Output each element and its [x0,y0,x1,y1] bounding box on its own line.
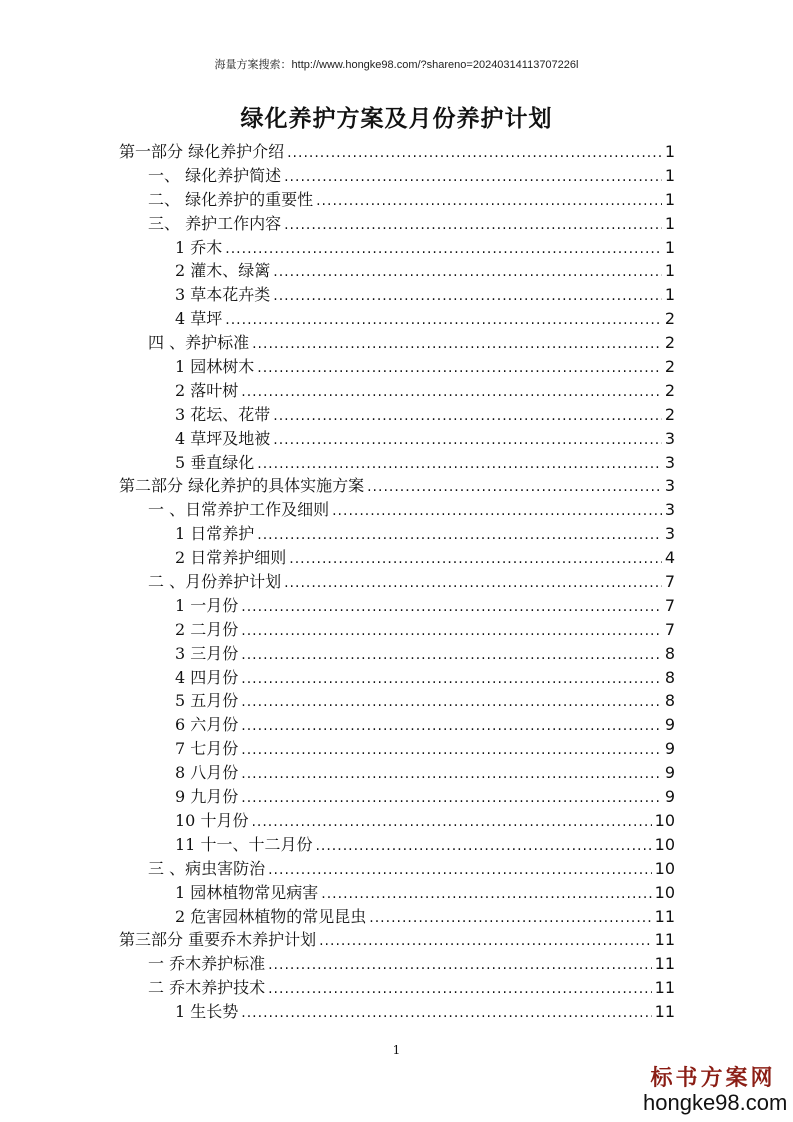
toc-entry-page: 7 [664,572,675,592]
toc-dot-leader [241,787,662,811]
toc-dot-leader [315,835,651,859]
watermark-logo [643,1065,788,1116]
toc-dot-leader [257,453,662,477]
toc-dot-leader [252,333,662,357]
toc-entry-title: 三、 养护工作内容 [148,213,282,233]
toc-entry-page: 11 [654,906,675,926]
toc-entry-page: 10 [654,810,675,830]
toc-entry-title: 1 生长势 [175,1002,239,1022]
toc-entry[interactable] [119,307,675,331]
toc-entry[interactable] [119,570,675,594]
toc-entry-page: 11 [654,1002,675,1022]
toc-entry[interactable] [119,642,675,666]
toc-entry-title: 4 四月份 [175,667,239,687]
toc-entry-page: 2 [664,404,675,424]
toc-dot-leader [289,548,662,572]
toc-entry-page: 9 [664,715,675,735]
document-title: 绿化养护方案及月份养护计划 [240,105,553,132]
toc-entry-page: 10 [654,858,675,878]
toc-entry[interactable] [119,785,675,809]
toc-entry-page: 2 [664,380,675,400]
toc-dot-leader [321,883,651,907]
toc-dot-leader [284,572,662,596]
toc-entry-page: 4 [664,548,675,568]
toc-dot-leader [257,524,662,548]
toc-entry[interactable] [119,451,675,475]
toc-entry-page: 3 [664,428,675,448]
toc-entry-page: 9 [664,787,675,807]
toc-dot-leader [268,978,652,1002]
toc-entry-title: 3 三月份 [175,643,239,663]
toc-dot-leader [319,930,652,954]
toc-entry-title: 5 垂直绿化 [175,452,255,472]
watermark-bottom-text: hongke98.com [643,1090,788,1115]
toc-entry-page: 2 [664,309,675,329]
toc-entry[interactable] [119,1000,675,1024]
toc-dot-leader [241,620,662,644]
toc-entry-title: 8 八月份 [175,763,239,783]
toc-dot-leader [268,954,652,978]
toc-entry-page: 11 [654,954,675,974]
toc-entry-page: 1 [664,237,675,257]
toc-dot-leader [273,261,662,285]
toc-entry[interactable] [119,546,675,570]
toc-entry[interactable] [119,140,675,164]
toc-entry-title: 一、 绿化养护简述 [148,165,282,185]
toc-entry-title: 6 六月份 [175,715,239,735]
toc-dot-leader [284,166,662,190]
toc-dot-leader [287,142,662,166]
toc-entry-page: 1 [664,285,675,305]
toc-entry[interactable] [119,164,675,188]
toc-entry-page: 7 [664,595,675,615]
toc-entry[interactable] [119,379,675,403]
toc-entry-page: 2 [664,333,675,353]
toc-entry-page: 10 [654,834,675,854]
toc-entry-page: 11 [654,978,675,998]
toc-entry-title: 二 乔木养护技术 [148,978,266,998]
toc-dot-leader [316,190,662,214]
page-number: 1 [392,1043,401,1057]
toc-entry[interactable] [119,952,675,976]
toc-dot-leader [241,763,662,787]
toc-entry-page: 9 [664,739,675,759]
toc-entry[interactable] [119,498,675,522]
toc-entry-page: 9 [664,763,675,783]
toc-entry-title: 7 七月份 [175,739,239,759]
toc-entry[interactable] [119,355,675,379]
toc-entry-title: 二 、月份养护计划 [148,572,282,592]
toc-entry[interactable] [119,737,675,761]
toc-entry-page: 7 [664,619,675,639]
toc-entry-page: 1 [664,189,675,209]
toc-dot-leader [367,476,662,500]
toc-dot-leader [332,500,662,524]
toc-entry-page: 11 [654,930,675,950]
toc-entry[interactable] [119,857,675,881]
toc-entry-title: 5 五月份 [175,691,239,711]
toc-dot-leader [241,739,662,763]
toc-entry-title: 11 十一、十二月份 [175,834,313,854]
toc-entry[interactable] [119,881,675,905]
toc-entry-title: 1 园林树木 [175,357,255,377]
toc-entry-page: 10 [654,882,675,902]
toc-entry-title: 第二部分 绿化养护的具体实施方案 [119,476,365,496]
toc-entry-page: 8 [664,691,675,711]
toc-entry-title: 一 、日常养护工作及细则 [148,500,330,520]
toc-entry-page: 3 [664,452,675,472]
toc-dot-leader [225,238,662,262]
toc-dot-leader [257,357,662,381]
toc-entry-title: 二、 绿化养护的重要性 [148,189,314,209]
toc-entry[interactable] [119,689,675,713]
toc-entry-title: 2 落叶树 [175,380,239,400]
toc-dot-leader [369,907,651,931]
toc-entry[interactable] [119,809,675,833]
toc-entry[interactable] [119,905,675,929]
toc-entry-page: 1 [664,165,675,185]
toc-dot-leader [273,285,662,309]
toc-entry-title: 2 危害园林植物的常见昆虫 [175,906,367,926]
toc-dot-leader [241,668,662,692]
toc-entry-title: 第三部分 重要乔木养护计划 [119,930,317,950]
toc-entry[interactable] [119,331,675,355]
toc-entry-title: 4 草坪 [175,309,223,329]
toc-dot-leader [273,429,662,453]
toc-dot-leader [268,859,652,883]
toc-entry-title: 1 日常养护 [175,524,255,544]
toc-entry[interactable] [119,618,675,642]
toc-entry-title: 2 日常养护细则 [175,548,287,568]
table-of-contents [119,140,675,1024]
toc-entry-title: 四 、养护标准 [148,333,250,353]
toc-entry-page: 3 [664,500,675,520]
toc-entry-page: 1 [664,213,675,233]
toc-entry[interactable] [119,236,675,260]
toc-entry-title: 10 十月份 [175,810,249,830]
toc-entry[interactable] [119,188,675,212]
toc-entry-title: 1 园林植物常见病害 [175,882,319,902]
toc-dot-leader [241,596,662,620]
toc-entry-title: 1 乔木 [175,237,223,257]
watermark-top-text: 标书方案网 [650,1065,776,1091]
toc-dot-leader [273,405,662,429]
toc-entry[interactable] [119,833,675,857]
toc-dot-leader [241,715,662,739]
toc-entry-title: 第一部分 绿化养护介绍 [119,142,285,161]
toc-dot-leader [251,811,651,835]
toc-entry-title: 一 乔木养护标准 [148,954,266,974]
toc-entry[interactable] [119,259,675,283]
toc-entry[interactable] [119,427,675,451]
toc-entry-title: 2 二月份 [175,619,239,639]
toc-dot-leader [241,644,662,668]
toc-entry-page: 2 [664,357,675,377]
toc-dot-leader [225,309,662,333]
toc-entry[interactable] [119,403,675,427]
toc-entry-title: 3 草本花卉类 [175,285,271,305]
toc-entry[interactable] [119,976,675,1000]
toc-dot-leader [241,381,662,405]
toc-entry-page: 8 [664,667,675,687]
toc-entry[interactable] [119,666,675,690]
toc-entry-page: 3 [664,476,675,496]
toc-entry[interactable] [119,713,675,737]
toc-entry-title: 2 灌木、绿篱 [175,261,271,281]
toc-entry-page: 1 [664,142,675,161]
toc-entry-page: 8 [664,643,675,663]
toc-entry[interactable] [119,522,675,546]
toc-entry-title: 3 花坛、花带 [175,404,271,424]
toc-entry[interactable] [119,212,675,236]
toc-entry-title: 9 九月份 [175,787,239,807]
toc-entry-title: 4 草坪及地被 [175,428,271,448]
toc-entry[interactable] [119,474,675,498]
toc-entry[interactable] [119,761,675,785]
toc-entry-title: 1 一月份 [175,595,239,615]
toc-entry-page: 1 [664,261,675,281]
toc-entry[interactable] [119,928,675,952]
toc-entry-page: 3 [664,524,675,544]
toc-entry-title: 三 、病虫害防治 [148,858,266,878]
toc-dot-leader [241,1002,651,1026]
header-url: 海量方案搜索：http://www.hongke98.com/?shareno=20240314113707226l [214,59,579,71]
toc-dot-leader [241,691,662,715]
toc-dot-leader [284,214,662,238]
toc-entry[interactable] [119,594,675,618]
toc-entry[interactable] [119,283,675,307]
